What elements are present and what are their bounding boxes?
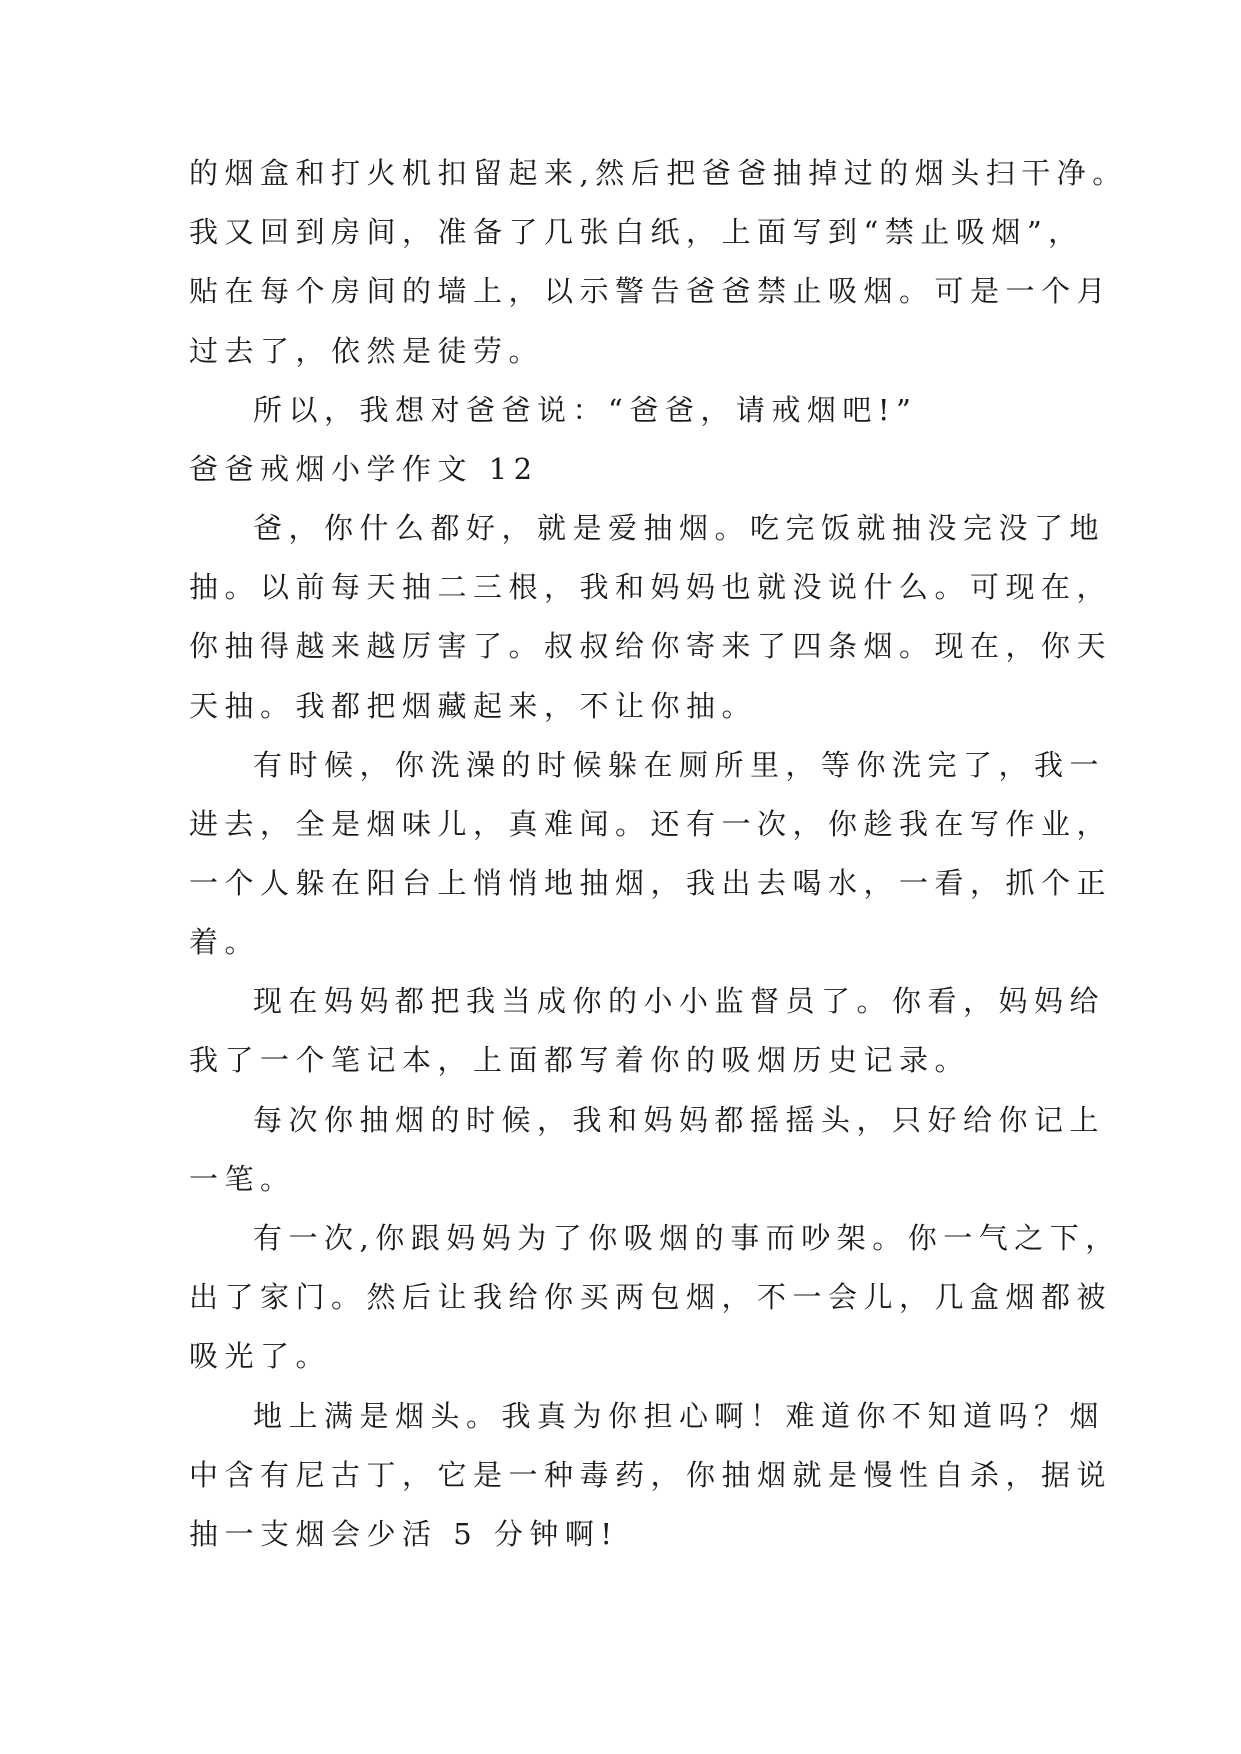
text-line: 着。 <box>189 925 261 959</box>
text-line: 进去，全是烟味儿，真难闻。还有一次，你趁我在写作业， <box>189 807 1113 841</box>
text-line: 爸，你什么都好，就是爱抽烟。吃完饭就抽没完没了地 <box>253 511 1106 545</box>
text-line: 抽一支烟会少活 5 分钟啊! <box>189 1517 619 1551</box>
text-line: 吸光了。 <box>189 1339 332 1373</box>
text-line: 现在妈妈都把我当成你的小小监督员了。你看，妈妈给 <box>253 984 1106 1018</box>
text-line: 我又回到房间，准备了几张白纸，上面写到“禁止吸烟”， <box>189 215 1084 249</box>
text-line: 你抽得越来越厉害了。叔叔给你寄来了四条烟。现在，你天 <box>189 629 1113 663</box>
text-line: 天抽。我都把烟藏起来，不让你抽。 <box>189 689 758 723</box>
text-line: 抽。以前每天抽二三根，我和妈妈也就没说什么。可现在， <box>189 570 1113 604</box>
text-line: 贴在每个房间的墙上，以示警告爸爸禁止吸烟。可是一个月 <box>189 274 1113 308</box>
text-line: 有一次,你跟妈妈为了你吸烟的事而吵架。你一气之下， <box>253 1221 1121 1255</box>
text-line: 地上满是烟头。我真为你担心啊！难道你不知道吗？烟 <box>253 1399 1106 1433</box>
text-line: 所以，我想对爸爸说：“爸爸，请戒烟吧!” <box>253 393 918 427</box>
text-line: 一个人躲在阳台上悄悄地抽烟，我出去喝水，一看，抓个正 <box>189 866 1113 900</box>
text-line: 一笔。 <box>189 1162 296 1196</box>
text-line: 的烟盒和打火机扣留起来,然后把爸爸抽掉过的烟头扫干净。 <box>189 156 1128 190</box>
section-heading: 爸爸戒烟小学作文 12 <box>189 452 539 486</box>
text-line: 每次你抽烟的时候，我和妈妈都摇摇头，只好给你记上 <box>253 1103 1106 1137</box>
text-line: 出了家门。然后让我给你买两包烟，不一会儿，几盒烟都被 <box>189 1280 1113 1314</box>
text-line: 有时候，你洗澡的时候躲在厕所里，等你洗完了，我一 <box>253 748 1106 782</box>
text-line: 过去了，依然是徒劳。 <box>189 334 545 368</box>
text-line: 我了一个笔记本，上面都写着你的吸烟历史记录。 <box>189 1043 971 1077</box>
text-line: 中含有尼古丁，它是一种毒药，你抽烟就是慢性自杀，据说 <box>189 1458 1113 1492</box>
